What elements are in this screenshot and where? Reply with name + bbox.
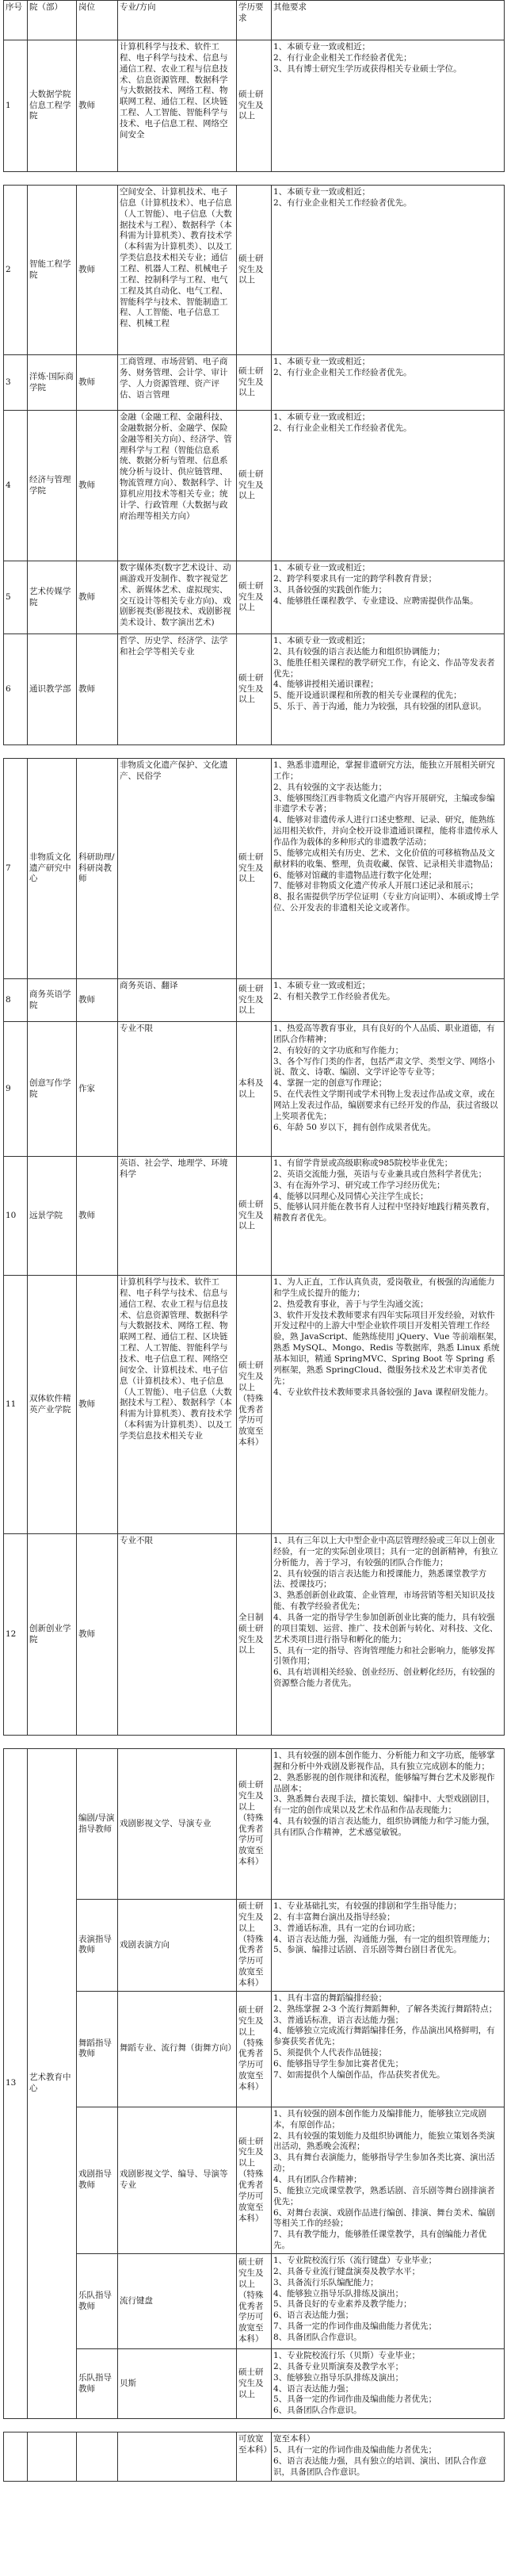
requirements-cell (272, 2349, 505, 2419)
requirement-line: 3、普通话标准，具有一定的台词功底； (273, 1923, 421, 1933)
requirement-line: 3、具有博士研究生学历或获得相关专业硕士学位。 (273, 63, 462, 74)
requirement-line: 4、能够独立完成流行舞蹈编排任务，作品演出风格鲜明，有参赛获奖者优先； (273, 2026, 495, 2047)
major-cell: 专业不限 (118, 1534, 237, 1736)
requirement-line: 4、专业软件技术教师要求具备较强的 Java 课程研发能力。 (273, 1387, 494, 1397)
table-row (4, 1276, 505, 1534)
requirements-cell (272, 561, 505, 634)
requirement-line: 3、能胜任相关课程的教学研究工作，有论文、作品等发表者优先； (273, 657, 495, 679)
post-cell: 教师 (77, 1276, 118, 1534)
requirement-line: 4、能够以同理心及同情心关注学生成长； (273, 1191, 429, 1201)
degree-cell: 全日制硕士研究生及以上 (237, 1534, 272, 1736)
requirement-line: 3、有在海外学习、研究或工作学习经历优先； (273, 1180, 445, 1190)
table-header-row (4, 1, 505, 40)
requirement-line: 6、能够对馆藏的非遗物品进行数字化处理； (273, 870, 437, 880)
header-dept: 院（部） (28, 1, 77, 40)
requirement-line: 2、英语交流能力强，英语与专业兼具或自然科学者优先； (273, 1169, 487, 1179)
major-cell: 戏剧影视文学、导演专业 (118, 1749, 237, 1900)
table-row (4, 40, 505, 172)
major-cell: 空间安全、计算机技术、电子信息（计算机技术）、电子信息（人工智能）、电子信息（大数据技术与工程）、数据科学（本科需为计算机类）、教育技术学（本科需为计算机类）、以及工学类信息技术相关专业；通信工程、机器人工程、机械电子工程、控制科学与工程、电气工程及其自动化、电气工程、智能科学与技术、智能制造工程、人工智能、电子信息工程、机械工程 (118, 186, 237, 355)
requirement-line: 1、专业基础扎实，有较强的排剧和学生指导能力； (273, 1901, 462, 1911)
requirements-cell (272, 1749, 505, 1900)
requirement-line: 1、热爱高等教育事业，具有良好的个人品质、职业道德，有团队合作精神； (273, 1024, 495, 1044)
requirement-line: 1、本硕专业一致或相近； (273, 42, 371, 52)
major-cell: 舞蹈专业、流行舞（街舞方向） (118, 1991, 237, 2107)
requirement-line: 4、语言表达能力强，沟通能力强，有一定的组织管理能力； (273, 1934, 495, 1944)
requirements-cell (272, 2107, 505, 2253)
post-cell: 乐队指导教师 (77, 2254, 118, 2349)
post-cell: 科研助理/科研岗教师 (77, 759, 118, 979)
degree-cell: 硕士研究生及以上 (237, 759, 272, 979)
post-cell: 编剧/导演指导教师 (77, 1749, 118, 1900)
degree-cell: 本科及以上 (237, 1022, 272, 1157)
table-row (4, 561, 505, 634)
requirement-line: 3、各个写作门类的作者，包括严肃文学、类型文学、网络小说、散文、诗歌、编剧、文学评论等专业等； (273, 1056, 495, 1077)
header-major: 专业/方向 (118, 1, 237, 40)
requirement-line: 1、为人正直，工作认真负责，爱岗敬业，有极强的沟通能力和学生成长提升的能力； (273, 1277, 495, 1298)
requirement-line: 5、能够认同并能在教书育人过程中坚持好地践行精英教育，精教育者优先。 (273, 1202, 495, 1223)
requirement-line: 6、年龄 50 岁以下，拥有创作成果者优先。 (273, 1122, 436, 1132)
post-cell: 戏剧指导教师 (77, 2107, 118, 2253)
major-cell: 计算机科学与技术、软件工程、电子科学与技术、信息与通信工程、农业工程与信息技术、信息资源管理、数据科学与大数据技术、网络工程、物联网工程、通信工程、区块链工程、人工智能、智能科学与技术、电子信息工程、网络空间安全 (118, 40, 237, 172)
dept-cell: 智能工程学院 (28, 186, 77, 355)
requirements-cell (272, 2254, 505, 2349)
requirement-line: 3、能够围绕江西非物质文化遗产内容开展研究，主编或参编非遗学术专著； (273, 793, 495, 814)
degree-cell: 可放宽至本科） (237, 2432, 272, 2482)
major-cell: 英语、社会学、地理学、环境科学 (118, 1157, 237, 1276)
requirement-line: 1、本硕专业一致或相近； (273, 187, 371, 197)
requirement-line: 1、本硕专业一致或相近； (273, 563, 371, 572)
degree-cell: 硕士研究生及以上 (237, 411, 272, 561)
degree-cell: 硕士研究生及以上（特殊优秀者学历可放宽至本科） (237, 1276, 272, 1534)
row-number: 11 (4, 1276, 28, 1534)
requirements-cell (272, 355, 505, 411)
requirements-cell (272, 1900, 505, 1992)
table-row (4, 1991, 505, 2107)
table-row (4, 1022, 505, 1157)
major-cell: 戏剧影视文学、编导、导演等专业 (118, 2107, 237, 2253)
row-gap (4, 745, 505, 759)
requirement-line: 7、具有教学能力，能够胜任课堂教学，具有创编能力者优先。 (273, 2230, 487, 2251)
requirement-line: 2、有较好的文字功底和写作能力； (273, 1045, 404, 1055)
requirement-line: 2、有行业企业相关工作经验者优先。 (273, 197, 412, 208)
row-number: 10 (4, 1157, 28, 1276)
major-cell: 计算机科学与技术、软件工程、电子科学与技术、信息与通信工程、农业工程与信息技术、信息资源管理、数据科学与大数据技术、网络工程、物联网工程、通信工程、区块链工程、人工智能、智能科学与技术、电子信息工程、网络空间安全、计算机技术、电子信息（计算机技术）、电子信息（人工智能）、电子信息（大数据技术与工程）、数据科学（本科需为计算机类）、教育技术学（本科需为计算机类）、以及工学类信息技术相关专业 (118, 1276, 237, 1534)
requirement-line: 2、具有较强的语言表达能力和组织协调能力； (273, 646, 445, 656)
requirement-line: 2、具备专业流行键盘演奏及教学水平； (273, 2266, 421, 2276)
table-row (4, 411, 505, 561)
requirements-cell (272, 411, 505, 561)
row-gap (4, 2419, 505, 2432)
requirement-line: 1、本硕专业一致或相近； (273, 357, 371, 366)
major-cell: 商务英语、翻译 (118, 979, 237, 1022)
row-number: 3 (4, 355, 28, 411)
row-number (4, 2432, 28, 2482)
requirement-line: 4、语言表达能力强； (273, 2383, 354, 2394)
requirement-line: 2、熟练掌握 2-3 个流行舞蹈舞种，了解各类流行舞蹈特点； (273, 2004, 497, 2014)
major-cell: 贝斯 (118, 2349, 237, 2419)
degree-cell: 硕士研究生及以上（特殊优秀者学历可放宽至本科） (237, 2107, 272, 2253)
requirement-line: 1、专业院校流行乐（贝斯）专业毕业； (273, 2351, 421, 2361)
post-cell: 教师 (77, 355, 118, 411)
recruitment-document (3, 0, 504, 2482)
post-cell: 表演指导教师 (77, 1900, 118, 1992)
requirement-line: 3、具有舞台表演能力，能够指导学生参加各类比赛、演出活动； (273, 2153, 495, 2174)
requirement-line: 2、有行业企业相关工作经验者优先。 (273, 423, 412, 433)
degree-cell: 硕士研究生及以上 (237, 40, 272, 172)
requirement-line: 2、跨学科要求具有一定的跨学科教育背景； (273, 573, 437, 584)
requirement-line: 6、具有培训相关经验、创业经历、创业孵化经历，有较强的资源整合能力者优先。 (273, 1667, 495, 1689)
dept-cell: 双体软件精英产业学院 (28, 1276, 77, 1534)
requirements-cell (272, 186, 505, 355)
row-number: 6 (4, 634, 28, 745)
dept-cell: 商务英语学院 (28, 979, 77, 1022)
requirement-line: 2、熟悉影视的创作规律和流程，能够编写舞台艺术及影视作品剧本； (273, 1772, 495, 1793)
requirement-line: 5、乐于、善于沟通，能力为较强，具有较强的团队意识。 (273, 702, 487, 712)
degree-cell: 硕士研究生及以上 (237, 561, 272, 634)
degree-cell: 硕士研究生及以上 (237, 186, 272, 355)
dept-cell: 通识教学部 (28, 634, 77, 745)
table-row-continued (4, 2432, 505, 2482)
table-row (4, 634, 505, 745)
row-number: 12 (4, 1534, 28, 1736)
post-cell: 作家 (77, 1022, 118, 1157)
table-row (4, 1900, 505, 1992)
degree-cell: 硕士研究生及以上（特殊优秀者学历可放宽至本科） (237, 1900, 272, 1992)
requirement-line: 4、具有团队合作精神； (273, 2175, 362, 2185)
dept-cell: 大数据学院 信息工程学院 (28, 40, 77, 172)
requirement-line: 1、专业院校流行乐（流行键盘）专业毕业； (273, 2256, 437, 2266)
degree-cell: 硕士研究生及以上 (237, 634, 272, 745)
requirement-line: 6、语言表达能力强，具有独立的培训、演出、团队合作意识，具备团队合作意识。 (273, 2455, 487, 2477)
degree-cell: 硕士研究生及以上（特殊优秀者学历可放宽至本科） (237, 1749, 272, 1900)
requirements-cell (272, 1534, 505, 1736)
requirements-cell (272, 2432, 505, 2482)
requirement-line: 6、具备团队合作意识。 (273, 2406, 362, 2416)
header-degree: 学历要求 (237, 1, 272, 40)
row-number: 9 (4, 1022, 28, 1157)
requirement-line: 2、热爱教育事业，善于与学生沟通交流； (273, 1299, 429, 1309)
requirement-line: 3、软件开发技术教师要求有四年实际项目开发经验，对软件开发过程中的上游大中型企业软件项目开发相关管理工作经验，熟 JavaScript、能熟练使用 jQuery、Vue 等前端框架，熟悉 MySQL、Mongo、Redis 等数据库，熟悉 Linux 系统基本知识，精通 SpringMVC、Spring Boot 等 Spring 系列框架，熟悉 SpringCloud、微服务技术及艺术审美者优先； (273, 1310, 502, 1386)
requirement-line: 5、能开设通识课程和所教的相关专业课程的优先； (273, 691, 462, 701)
table-row (4, 1157, 505, 1276)
requirement-line: 3、具备较强的实践创作能力； (273, 584, 387, 595)
requirement-line: 5、须提供个人代表作品链接； (273, 2048, 387, 2058)
degree-cell: 硕士研究生及以上 (237, 979, 272, 1022)
requirement-line: 4、能够讲授相关通识课程； (273, 679, 379, 690)
post-cell: 教师 (77, 186, 118, 355)
requirement-line: 5、具有一定的作词作曲及编曲能力者优先； (273, 2445, 437, 2455)
table-row (4, 2107, 505, 2253)
header-post: 岗位 (77, 1, 118, 40)
requirement-line: 4、能够独立指导乐队排练及演出； (273, 2288, 404, 2298)
requirement-line: 4、具有较强的语言表达能力，组织协调能力和学习能力强，具有团队合作精神，艺术感觉敏锐。 (273, 1816, 495, 1838)
degree-cell: 硕士研究生及以上（特殊优秀者学历可放宽至本科） (237, 2254, 272, 2349)
table-row (4, 2349, 505, 2419)
post-cell: 教师 (77, 40, 118, 172)
dept-cell: 非物质文化遗产研究中心 (28, 759, 77, 979)
requirements-cell (272, 1276, 505, 1534)
post-cell: 教师 (77, 561, 118, 634)
requirement-line: 2、具有较强的语言表达能力和授课能力，熟悉课堂教学方法、授课技巧； (273, 1568, 487, 1590)
requirements-cell (272, 759, 505, 979)
requirement-line: 1、具有较强的剧本创作能力及编排能力，能够独立完成剧本，有原创作品； (273, 2108, 487, 2130)
dept-cell: 创意写作学院 (28, 1022, 77, 1157)
major-cell (118, 2432, 237, 2482)
requirements-cell (272, 1157, 505, 1276)
requirement-line: 6、语言表达能力强； (273, 2310, 354, 2321)
recruitment-table (3, 0, 505, 2482)
header-no: 序号 (4, 1, 28, 40)
requirements-cell (272, 634, 505, 745)
row-number: 7 (4, 759, 28, 979)
requirements-cell (272, 1022, 505, 1157)
requirement-line: 1、本硕专业一致或相近； (273, 636, 371, 645)
requirement-line: 2、有相关教学工作经验者优先。 (273, 991, 395, 1001)
requirement-line: 4、能够胜任课程教学、专业建设、应聘需提供作品集。 (273, 595, 478, 606)
post-cell: 乐队指导教师 (77, 2349, 118, 2419)
dept-cell: 艺术传媒学院 (28, 561, 77, 634)
requirement-line: 2、有行业企业相关工作经验者优先。 (273, 367, 412, 377)
major-cell: 流行键盘 (118, 2254, 237, 2349)
post-cell: 教师 (77, 1534, 118, 1736)
requirement-line: 7、能够对非物质文化遗产传承人开展口述记录和展示； (273, 881, 478, 891)
dept-cell: 创新创业学院 (28, 1534, 77, 1736)
requirement-line: 5、在代表性文学期刊或学术刊物上发表过作品或文章，或在网站上发表过作品，编剧要求有已经开发的作品，获过省级以上奖项者优先； (273, 1089, 498, 1121)
requirement-line: 1、具有三年以上大中型企业中高层管理经验或三年以上创业经验，有一定的实际创业项目；具有一定的创新精神，有独立分析能力，善于学习，有较强的团队合作能力； (273, 1536, 498, 1567)
requirement-line: 2、有丰富舞台演出及指导经验； (273, 1912, 395, 1922)
requirement-line: 1、本硕专业一致或相近； (273, 412, 371, 422)
table-row (4, 1749, 505, 1900)
table-row (4, 2254, 505, 2349)
requirement-line: 1、熟悉非遗理论，掌握非遗研究方法，能独立开展相关研究工作； (273, 760, 495, 781)
row-number: 8 (4, 979, 28, 1022)
requirement-line: 4、能够对非遗传承人进行口述史整理、记录、研究，能熟练运用相关软件，并向全校开设非遗通识课程，能将非遗传承人作品作为载体的多种形式的非遗教学活动； (273, 815, 498, 848)
requirement-line: 7、具备一定的作词作曲及编曲能力者优先； (273, 2321, 437, 2332)
degree-cell: 硕士研究生及以上 (237, 355, 272, 411)
requirement-line: 2、有行业企业相关工作经验者优先； (273, 52, 412, 63)
requirement-line: 3、具备流行乐队编配能力； (273, 2277, 379, 2287)
requirement-line: 8、报名需提供学历学位证明（专业方向证明）、本硕或博士学位、公开发表的非遗相关论文或著作。 (273, 892, 499, 913)
table-body (4, 40, 505, 2482)
post-cell: 教师 (77, 411, 118, 561)
requirement-line: 5、能独立完成课堂教学，熟悉话剧、音乐剧等舞台剧排演者优先； (273, 2185, 495, 2207)
post-cell: 教师 (77, 634, 118, 745)
row-number: 1 (4, 40, 28, 172)
requirement-line: 1、有留学背景或高级职称或985院校毕业优先； (273, 1158, 453, 1168)
row-gap (4, 1736, 505, 1749)
major-cell: 数字媒体类(数字艺术设计、动画游戏开发制作、数字视觉艺术、新媒体艺术、虚拟现实、交互设计等相关专业方向)、戏剧影视类(影视技术、戏剧影视美术设计、数字演出艺术) (118, 561, 237, 634)
table-row (4, 186, 505, 355)
requirement-line: 3、熟悉创新创业政策、企业管理，市场营销等相关知识及技能、有教学经验者优先； (273, 1590, 495, 1612)
dept-cell (28, 2432, 77, 2482)
row-number: 13 (4, 1749, 28, 2419)
dept-cell: 艺术教育中心 (28, 1749, 77, 2419)
requirement-line: 2、具有较强的文字表达能力； (273, 782, 387, 792)
requirement-line: 1、具有较强的剧本创作能力、分析能力和文字功底，能够掌握和分析中外戏剧及影视作品，具有独立完成剧本的能力； (273, 1751, 495, 1771)
requirement-line: 5、具有一定的指导、咨询管理能力和社会影响力，能够发挥引领作用； (273, 1645, 495, 1667)
major-cell: 工商管理、市场营销、电子商务、财务管理、会计学、审计学、人力资源管理、资产评估、语言管理 (118, 355, 237, 411)
row-gap (4, 172, 505, 186)
requirement-line: 5、参演、编排过话剧、音乐剧等舞台剧目者优先。 (273, 1945, 462, 1955)
major-cell: 非物质文化遗产保护、文化遗产、民俗学 (118, 759, 237, 979)
requirement-line: 7、如需提供个人编创作品，作品获奖者优先。 (273, 2069, 445, 2080)
requirement-line: 5、具备一定的作词作曲及编曲能力者优先； (273, 2394, 437, 2405)
major-cell: 专业不限 (118, 1022, 237, 1157)
degree-cell: 硕士研究生及以上 (237, 2349, 272, 2419)
requirement-line: 3、熟悉舞台表现手法，擅长策划、编排中、大型戏剧剧目，有一定的创作成果以及艺术作品和作品表现能力； (273, 1794, 495, 1816)
row-number: 4 (4, 411, 28, 561)
table-row (4, 355, 505, 411)
requirements-cell (272, 979, 505, 1022)
dept-cell: 经济与管理学院 (28, 411, 77, 561)
requirement-line: 3、普通话标准，语言表达能力强； (273, 2015, 404, 2025)
major-cell: 戏剧表演方向 (118, 1900, 237, 1992)
requirements-cell (272, 1991, 505, 2107)
post-cell: 舞蹈指导教师 (77, 1991, 118, 2107)
requirement-line: 8、具备团队合作意识。 (273, 2333, 362, 2343)
degree-cell: 硕士研究生及以上（特殊优秀者学历可放宽至本科） (237, 1991, 272, 2107)
dept-cell: 洋炼·国际商学院 (28, 355, 77, 411)
requirement-line: 3、能够独立指导乐队排练及演出； (273, 2372, 404, 2383)
requirement-line: 2、具备专业贝斯演奏及教学水平； (273, 2361, 404, 2371)
requirement-line: 6、对舞台表演、戏剧作品进行编创、排演、舞台美术、编剧等相关工作的经验； (273, 2207, 495, 2229)
major-cell: 金融（金融工程、金融科技、金融数据分析、金融学、保险金融等相关方向）、经济学、管理科学与工程（智能信息系统、数据分析与管理、信息系统分析与设计、供应链管理、物流管理方向）、数据科学、计算机应用技术等相关专业；统计学、行政管理（大数据与政府治理等相关方向） (118, 411, 237, 561)
degree-cell: 硕士研究生及以上 (237, 1157, 272, 1276)
requirement-line: 5、能够完成相关有历史、艺术、文化价值的可移植物品及文献材料的收集、整理，负责收藏、保管、记录相关非遗物品； (273, 848, 498, 869)
post-cell: 教师 (77, 979, 118, 1022)
requirement-line: 4、掌握一定的创意写作理论； (273, 1078, 387, 1089)
requirement-line: 2、具有较强的策划能力及组织协调能力，能独立策划各类演出活动，熟悉晚会流程； (273, 2130, 495, 2152)
row-number: 5 (4, 561, 28, 634)
row-number: 2 (4, 186, 28, 355)
post-cell: 教师 (77, 1157, 118, 1276)
requirement-line: 4、具备一定的指导学生参加创新创业比赛的能力，具有较强的项目策划、运营、推广、技术创新与转化、对科技、文化、艺术类项目进行指导和孵化的能力； (273, 1613, 498, 1644)
requirement-line: 6、能够指导学生参加比赛者优先； (273, 2059, 404, 2069)
header-other: 其他要求 (272, 1, 505, 40)
requirement-line: 宽至本科） (273, 2434, 315, 2444)
requirement-line: 5、具备良好的专业素养及教学能力； (273, 2299, 412, 2310)
major-cell: 哲学、历史学、经济学、法学和社会学等相关专业 (118, 634, 237, 745)
requirement-line: 1、具有丰富的舞蹈编排经验； (273, 1992, 387, 2003)
requirement-line: 1、本硕专业一致或相近； (273, 981, 371, 990)
table-row (4, 759, 505, 979)
dept-cell: 远景学院 (28, 1157, 77, 1276)
table-row (4, 979, 505, 1022)
post-cell (77, 2432, 118, 2482)
table-row (4, 1534, 505, 1736)
requirements-cell (272, 40, 505, 172)
